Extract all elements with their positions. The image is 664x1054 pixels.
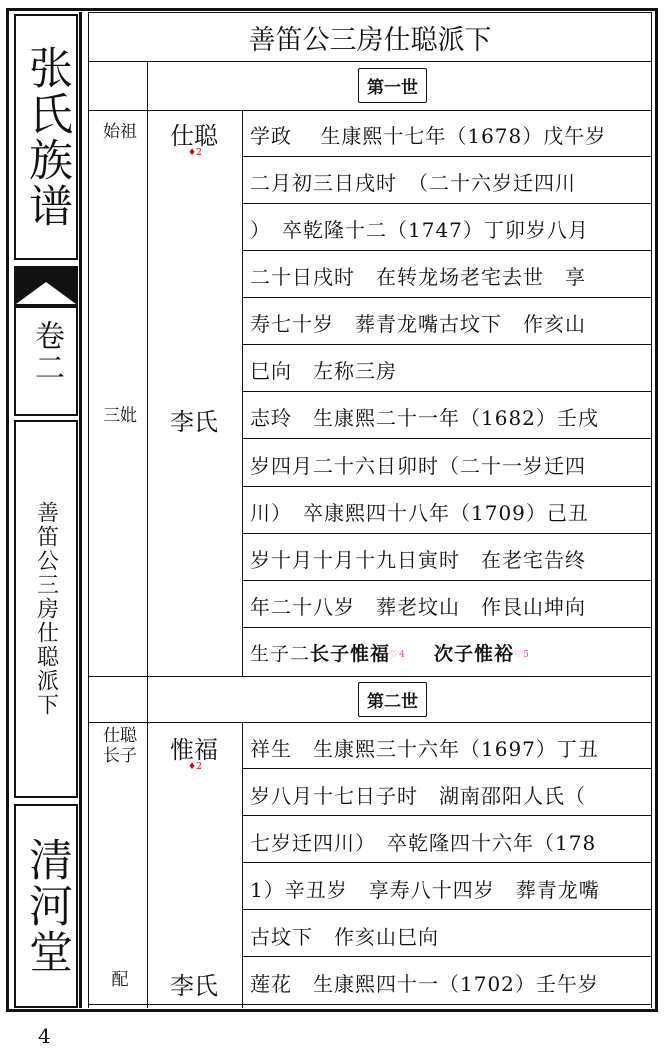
child-link-weifu[interactable]: 长子惟福: [310, 643, 391, 665]
children-prefix: 生子二: [250, 643, 311, 665]
biography-line: 古坟下 作亥山巳向: [250, 925, 439, 949]
volume-box: [14, 266, 78, 416]
genealogy-title: 张氏族谱: [21, 45, 72, 229]
biography-line: 寿七十岁 葬青龙嘴古坟下 作亥山: [250, 312, 586, 336]
biography-line: 祥生 生康熙三十六年（1697）丁丑: [250, 737, 599, 761]
hall-name: 清河堂: [21, 837, 72, 975]
biography-line: 巳向 左称三房: [250, 359, 397, 383]
branch-box: [14, 420, 78, 798]
biography-line: 莲花 生康熙四十一（1702）壬午岁: [250, 972, 599, 996]
person-name: 仕聪: [170, 122, 218, 150]
generation-label: 第二世: [358, 682, 427, 717]
person-name: 惟福: [170, 736, 218, 764]
biography-line: 学政 生康熙十七年（1678）戊午岁: [250, 124, 607, 148]
biography-line: 二十日戌时 在转龙场老宅去世 享: [250, 265, 586, 289]
page-number: 4: [38, 1024, 51, 1048]
genealogy-title-box: [14, 14, 78, 260]
gender-mark-icon: ♦2: [188, 148, 202, 158]
children-line: [250, 639, 530, 666]
biography-line: 志玲 生康熙二十一年（1682）壬戌: [250, 406, 599, 430]
sidebar: [10, 12, 82, 1008]
relation-label: 三妣: [103, 406, 137, 426]
person-name: 李氏: [170, 972, 218, 1000]
reference-icon[interactable]: ♡5: [514, 650, 530, 660]
page-title: 善笛公三房仕聪派下: [88, 12, 652, 62]
reference-icon[interactable]: ♡4: [390, 650, 406, 660]
biography-line: 岁八月十七日子时 湖南邵阳人氏（: [250, 784, 586, 808]
relation-label: 始祖: [103, 122, 137, 142]
biography-line: 川） 卒康熙四十八年（1709）己丑: [250, 501, 589, 525]
biography-line: 1）辛丑岁 享寿八十四岁 葬青龙嘴: [250, 878, 600, 902]
hall-box: [14, 804, 78, 1008]
relation-label: 配: [111, 970, 129, 990]
relation-label: 仕聪 长子: [103, 726, 137, 766]
biography-line: 七岁迁四川） 卒乾隆四十六年（178: [250, 831, 597, 855]
biography-line: 年二十八岁 葬老坟山 作艮山坤向: [250, 595, 586, 619]
biography-line: 二月初三日戌时 （二十六岁迁四川: [250, 171, 576, 195]
generation-label: 第一世: [358, 68, 427, 103]
volume-label: 卷二: [29, 320, 64, 384]
biography-line: 岁四月二十六日卯时（二十一岁迁四: [250, 454, 586, 478]
branch-label: 善笛公三房仕聪派下: [33, 501, 59, 717]
biography-line: 岁十月十月十九日寅时 在老宅告终: [250, 548, 586, 572]
child-link-weiyu[interactable]: 次子惟裕: [434, 643, 515, 665]
volume-header-ornament: [16, 268, 76, 308]
biography-line: ） 卒乾隆十二（1747）丁卯岁八月: [250, 218, 589, 242]
chevron-up-icon: [16, 282, 76, 304]
gender-mark-icon: ♦2: [188, 762, 202, 772]
person-name: 李氏: [170, 408, 218, 436]
